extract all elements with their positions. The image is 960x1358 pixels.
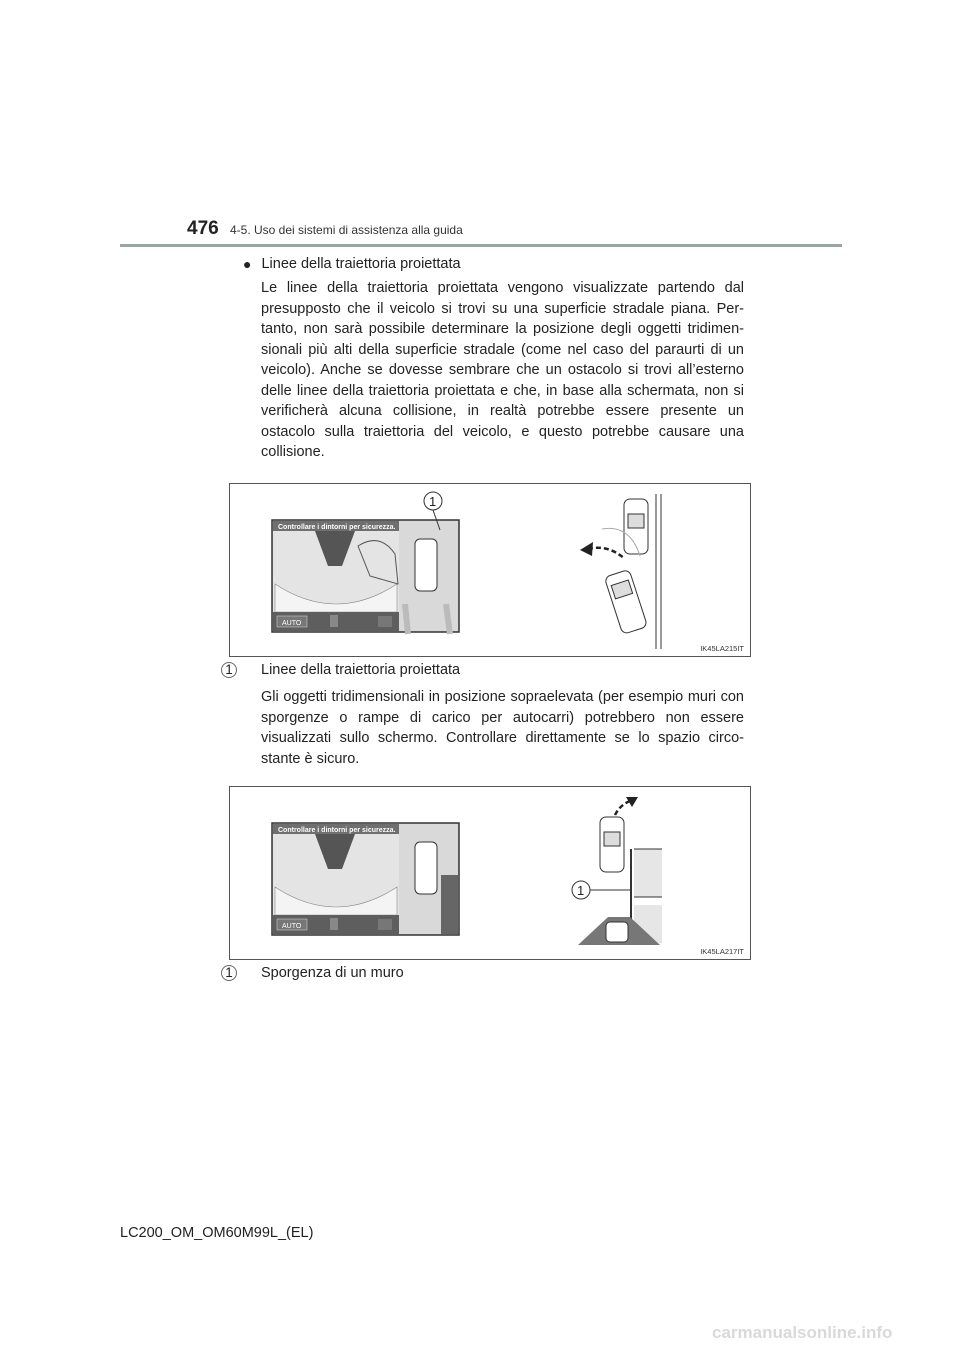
bullet-heading <box>243 256 461 272</box>
figure-2-callout: 1 <box>577 883 585 898</box>
figure-1 <box>229 483 751 657</box>
figure-2-screen-banner: Controllare i dintorni per sicurezza. <box>278 827 396 834</box>
figure-1-note: Gli oggetti tridimensionali in posizione sopraelevata (per esempio muri con sporgenze o rampe di carico per autocarri) potrebbero non essere visualizzati sullo schermo. Controllare direttamente se lo spazio circo-stante è sicuro. <box>261 689 744 767</box>
header-rule <box>120 244 842 247</box>
figure-2-code: IK45LA217IT <box>700 947 744 956</box>
figure-1-callout: 1 <box>429 494 437 509</box>
figure-2-screen-button: AUTO <box>282 923 302 930</box>
figure-2-caption-number: 1 <box>221 965 237 981</box>
footer-doc-code: LC200_OM_OM60M99L_(EL) <box>120 1225 314 1241</box>
bullet-symbol: ● <box>243 256 252 272</box>
figure-2-caption-text: Sporgenza di un muro <box>261 965 404 981</box>
section-title: 4-5. Uso dei sistemi di assistenza alla guida <box>230 223 463 237</box>
bullet-title: Linee della traiettoria proiettata <box>261 256 461 272</box>
figure-1-caption-number: 1 <box>221 662 237 678</box>
figure-1-illustration <box>230 484 750 656</box>
bullet-body: Le linee della traiettoria proiettata vengono visualizzate partendo dal presupposto che il veicolo si trovi su una superficie stradale piana. Per-tanto, non sarà possibile determinare la posizione degli oggetti tridimen-sionali più alti della superficie stradale (come nel caso del paraurti di un veicolo). Anche se dovesse sembrare che un ostacolo si trovi all’esterno delle linee della traiettoria proiettata e che, in base alla schermata, non si verificherà alcuna collisione, in realtà potrebbe essere presente un ostacolo sulla traiettoria del veicolo, e questo potrebbe causare una collisione. <box>261 280 744 460</box>
figure-1-code: IK45LA215IT <box>700 644 744 653</box>
figure-1-screen-banner: Controllare i dintorni per sicurezza. <box>278 524 396 531</box>
figure-2-illustration <box>230 787 750 959</box>
page-number: 476 <box>187 218 219 239</box>
figure-1-caption-text: Linee della traiettoria proiettata <box>261 662 461 678</box>
footer-watermark: carmanualsonline.info <box>712 1323 893 1342</box>
figure-1-screen-button: AUTO <box>282 620 302 627</box>
figure-2 <box>229 786 751 960</box>
